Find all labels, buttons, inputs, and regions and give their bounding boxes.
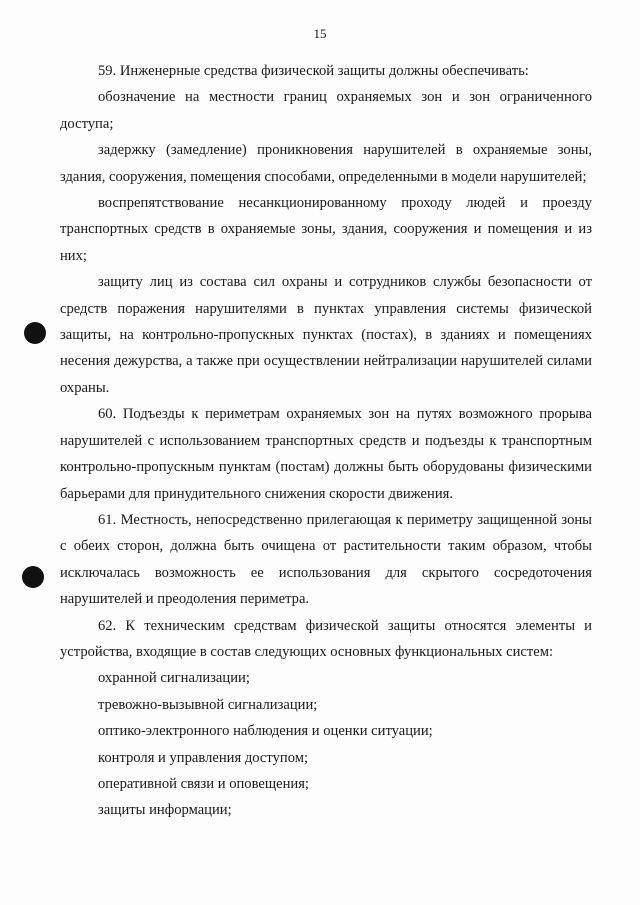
paragraph-59-heading: 59. Инженерные средства физической защиты должны обеспечивать:: [98, 63, 529, 79]
paragraph-62: 62. К техническим средствам физической защиты относятся элементы и устройства, входящие в состав следующих основных функциональных систем:: [60, 617, 592, 660]
paragraph-59-item-obstruction: воспрепятствование несанкционированному проходу людей и проезду транспортных средств в охраняемые зоны, здания, сооружения и помещения и из них;: [60, 195, 592, 264]
list-item-alarm: охранной сигнализации;: [98, 670, 250, 687]
paragraph-59-item-delay: задержку (замедление) проникновения нарушителей в охраняемые зоны, здания, сооружения, помещения способами, определенными в модели нарушителей;: [60, 142, 592, 185]
list-item-access-control: контроля и управления доступом;: [98, 749, 308, 766]
page-number: 15: [313, 26, 327, 41]
hole-punch-mark: [22, 566, 44, 588]
document-body: [60, 58, 592, 824]
list-item-video-surveillance: оптико-электронного наблюдения и оценки ситуации;: [98, 723, 433, 740]
hole-punch-mark: [24, 322, 46, 344]
list-item-panic-alarm: тревожно-вызывной сигнализации;: [98, 696, 318, 713]
paragraph-61: 61. Местность, непосредственно прилегающая к периметру защищенной зоны с обеих сторон, должна быть очищена от растительности таким образом, чтобы исключалась возможность ее использования для скрытого сосредоточения нарушителей и преодоления периметра.: [60, 511, 592, 608]
paragraph-59-item-boundaries: обозначение на местности границ охраняемых зон и зон ограниченного доступа;: [60, 89, 592, 132]
paragraph-59-item-protection: защиту лиц из состава сил охраны и сотрудников службы безопасности от средств поражения нарушителями в пунктах управления системы физической защиты, на контрольно-пропускных пунктах (постах), в зданиях и помещениях несения дежурства, а также при осуществлении нейтрализации нарушителей силами охраны.: [60, 274, 592, 396]
paragraph-60: 60. Подъезды к периметрам охраняемых зон на путях возможного прорыва нарушителей с использованием транспортных средств и подъезды к транспортным контрольно-пропускным пунктам (постам) должны быть оборудованы физическими барьерами для принудительного снижения скорости движения.: [60, 406, 592, 502]
list-item-information-security: защиты информации;: [98, 802, 232, 819]
list-item-communication: оперативной связи и оповещения;: [98, 775, 309, 792]
